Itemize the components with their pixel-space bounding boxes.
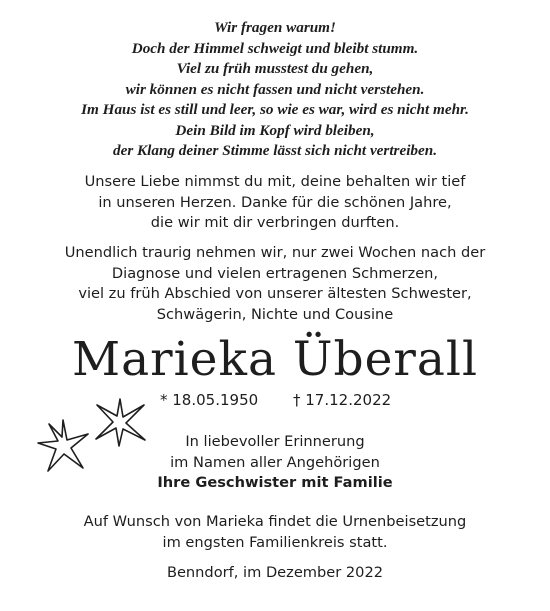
poem-line: Im Haus ist es still und leer, so wie es war, wird es nicht mehr. [81,101,469,118]
poem-line: Wir fragen warum! [214,19,336,36]
intro-line: Unsere Liebe nimmst du mit, deine behalten wir tief [84,173,466,190]
memory-line: im Namen aller Angehörigen [170,453,380,471]
poem-line: Doch der Himmel schweigt und bleibt stumm. [131,39,419,57]
burial-line: Auf Wunsch von Marieka findet die Urnenbeisetzung [83,513,467,530]
poem-line: Dein Bild im Kopf wird bleiben, [175,121,375,139]
announcement-line: Unendlich traurig nehmen wir, nur zwei Wochen nach der [64,244,486,261]
announcement-text [0,243,550,325]
birth-date: * 18.05.1950 [160,391,259,409]
burial-line: im engsten Familienkreis statt. [162,533,388,551]
announcement-line: viel zu früh Abschied von unserer ältesten Schwester, [78,285,472,302]
memory-text [0,432,550,494]
announcement-line: Diagnose und vielen ertragenen Schmerzen, [111,264,439,282]
intro-line: die wir mit dir verbringen durften. [150,214,400,231]
poem [0,18,550,162]
deceased-name: Marieka Überall [72,332,478,387]
signature: Ihre Geschwister mit Familie [157,474,393,491]
intro-line: in unseren Herzen. Danke für die schönen Jahre, [98,193,452,211]
memory-line: In liebevoller Erinnerung [185,433,365,450]
announcement-line: Schwägerin, Nichte und Cousine [156,305,394,323]
place-date: Benndorf, im Dezember 2022 [166,564,384,581]
burial-text [0,512,550,553]
poem-line: wir können es nicht fassen und nicht verstehen. [125,80,425,98]
poem-line: Viel zu früh musstest du gehen, [176,60,374,77]
death-date: † 17.12.2022 [293,391,392,409]
poem-line: der Klang deiner Stimme lässt sich nicht vertreiben. [112,142,438,159]
intro-text [0,172,550,234]
